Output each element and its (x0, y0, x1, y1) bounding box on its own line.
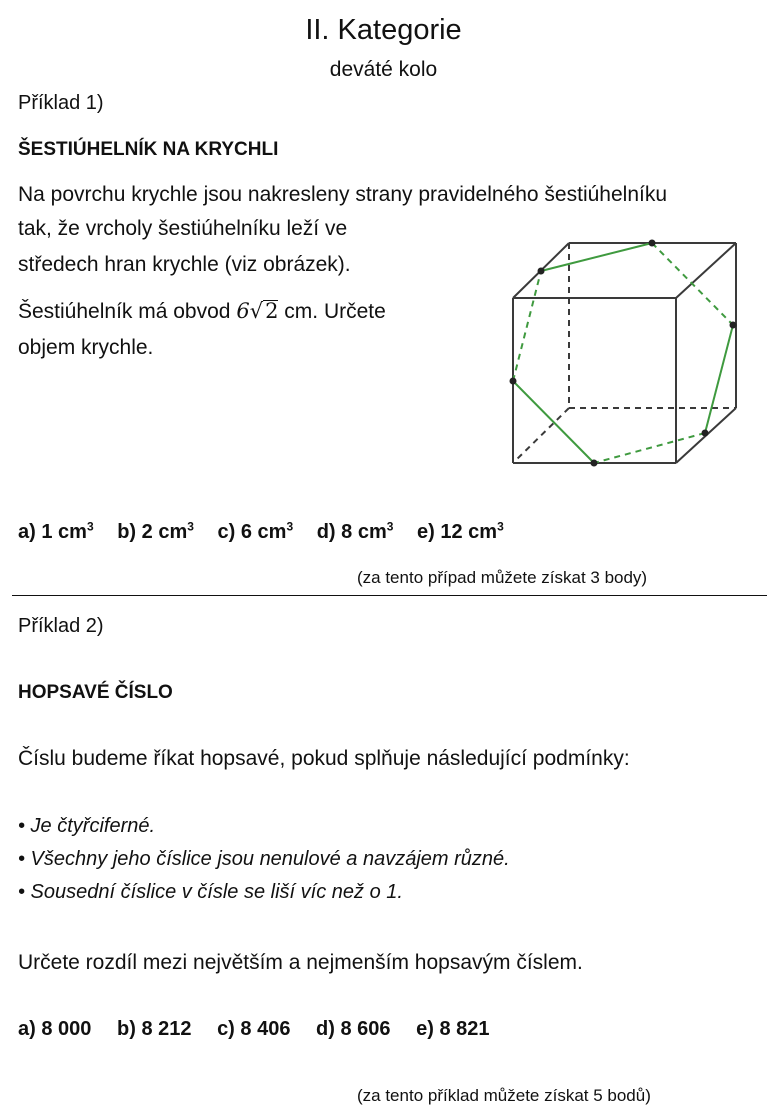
answer-b[interactable]: b) 8 212 (116, 1018, 192, 1040)
cube-visible-edges (513, 243, 736, 463)
cube-hexagon-figure (490, 225, 750, 480)
problem1-points-note: (za tento případ můžete získat 3 body) (357, 568, 648, 587)
page-title: II. Kategorie (305, 14, 462, 46)
problem1-text-line5: objem krychle. (18, 336, 154, 359)
problem1-text-line2: tak, že vrcholy šestiúhelníku leží ve (18, 217, 348, 240)
problem2-points-note: (za tento příklad můžete získat 5 bodů) (357, 1086, 651, 1105)
section-divider (12, 595, 767, 596)
answer-c[interactable]: c) 6 $cm^3$ (217, 519, 294, 543)
page-subtitle: deváté kolo (329, 58, 438, 81)
answer-e[interactable]: e) 12 $cm^3$ (417, 519, 504, 543)
condition-item: • Všechny jeho číslice jsou nenulové a navzájem různé. (18, 848, 510, 870)
problem2-label: Příklad 2) (18, 615, 104, 637)
problem1-text-line1: Na povrchu krychle jsou nakresleny strany pravidelného šestiúhelníku (18, 183, 668, 206)
problem2-question: Určete rozdíl mezi největším a nejmenším hopsavým číslem. (18, 951, 583, 974)
problem1-text-line3: středech hran krychle (viz obrázek). (18, 253, 351, 276)
condition-item: • Sousední číslice v čísle se liší víc než o 1. (18, 881, 403, 903)
problem1-perimeter-line (18, 299, 386, 324)
problem1-answers (18, 521, 504, 544)
condition-item: • Je čtyřciferné. (18, 815, 156, 837)
problem2-intro: Číslu budeme říkat hopsavé, pokud splňuje následující podmínky: (18, 747, 630, 770)
problem2-answers (18, 1018, 490, 1041)
problem2-heading: HOPSAVÉ ČÍSLO (18, 682, 173, 703)
perimeter-formula: 6√2 (236, 299, 279, 323)
answer-d[interactable]: d) 8 $cm^3$ (316, 519, 394, 543)
cube-hidden-edges (513, 243, 736, 463)
answer-e[interactable]: e) 8 821 (416, 1018, 490, 1040)
perimeter-prefix: Šestiúhelník má obvod (18, 300, 231, 323)
perimeter-suffix: cm. Určete (284, 300, 386, 323)
answer-c[interactable]: c) 8 406 (217, 1018, 291, 1040)
problem1-heading: ŠESTIÚHELNÍK NA KRYCHLI (18, 139, 279, 160)
problem1-label: Příklad 1) (18, 92, 104, 114)
answer-a[interactable]: a) 8 000 (18, 1018, 92, 1040)
answer-a[interactable]: a) 1 $cm^3$ (18, 519, 94, 543)
answer-b[interactable]: b) 2 $cm^3$ (117, 519, 194, 543)
answer-d[interactable]: d) 8 606 (316, 1018, 391, 1040)
